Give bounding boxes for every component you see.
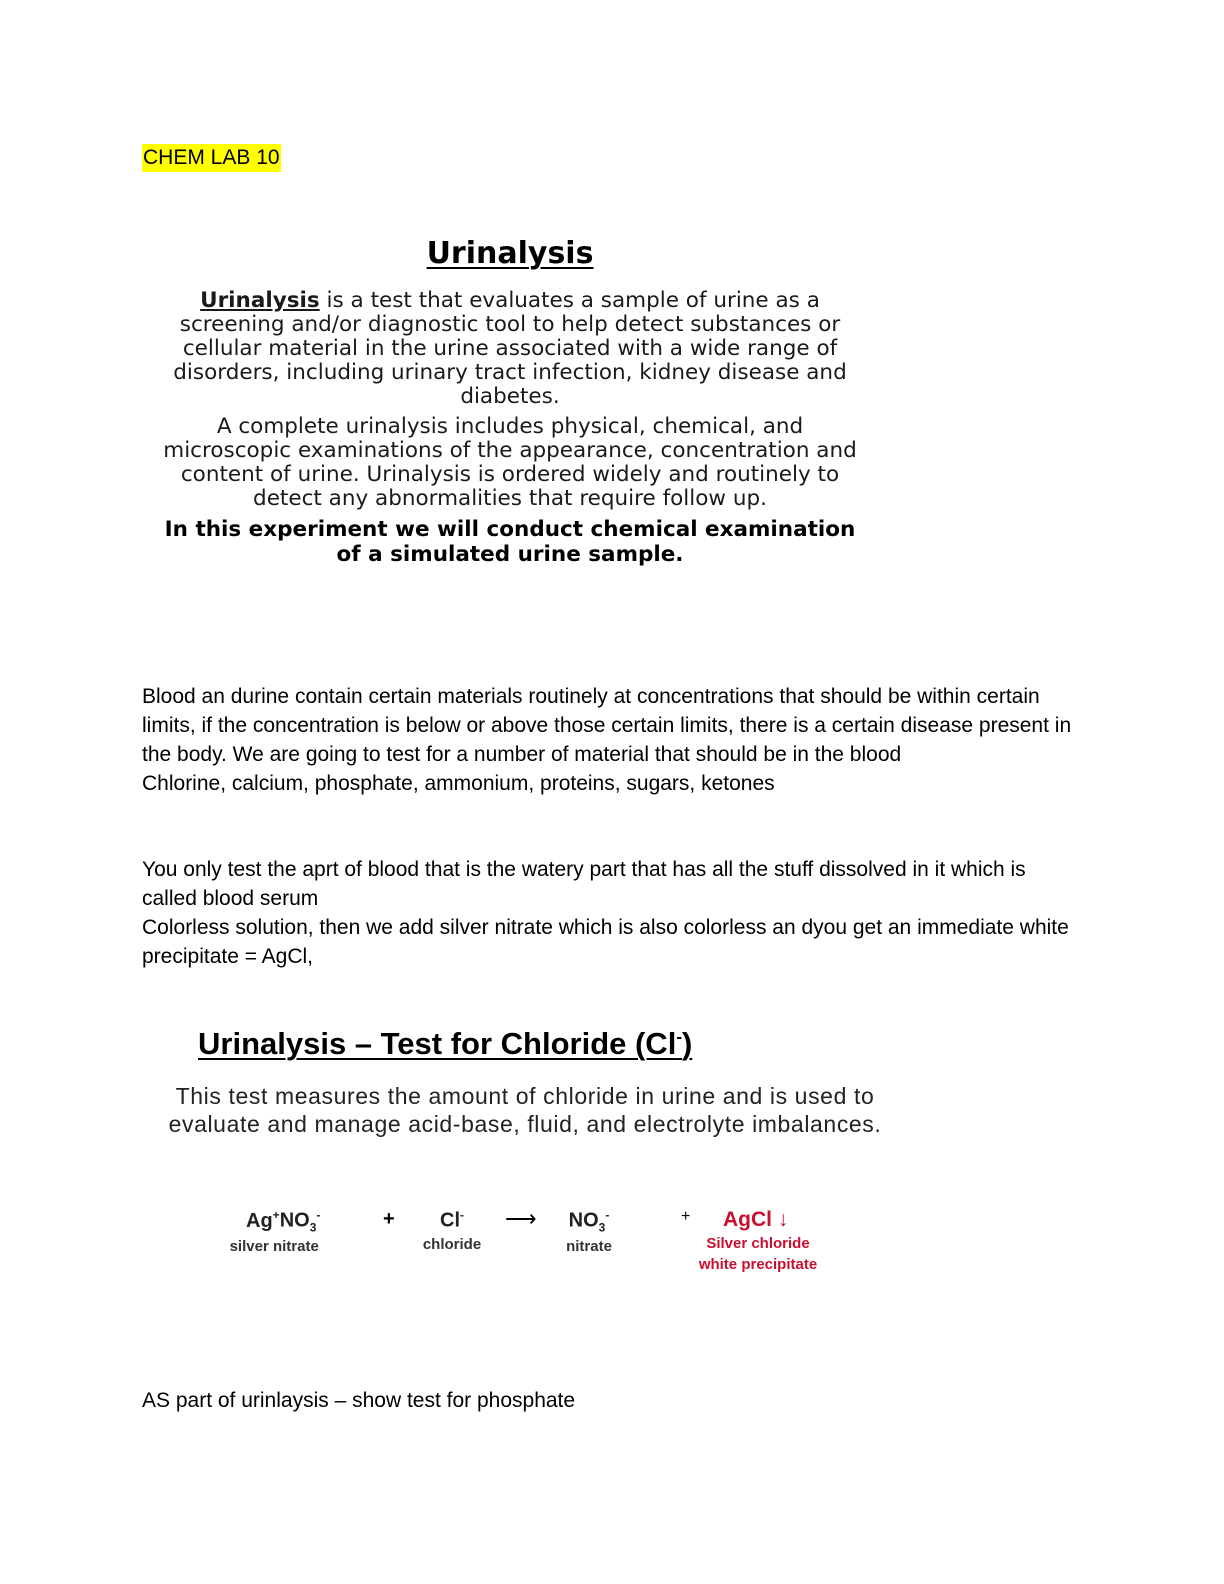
blood-serum-paragraph — [142, 855, 1072, 971]
chloride-slide-title: Urinalysis – Test for Chloride (Cl-) — [198, 1026, 693, 1061]
slide-complete-urinalysis: A complete urinalysis includes physical, chemical, and microscopic examinations of the appearance, concentration and content of urine. Urinalysis is ordered widely and routinely to detect any abnormalities that require follow up. — [163, 414, 857, 511]
precipitate-label: white precipitate — [698, 1256, 818, 1273]
lab-title-highlight: CHEM LAB 10 — [142, 144, 281, 172]
product-nitrate — [554, 1208, 624, 1255]
product-silver-chloride — [676, 1208, 840, 1273]
slide-experiment-note: In this experiment we will conduct chemical examination of a simulated urine sample. — [164, 517, 856, 567]
chloride-slide-body: This test measures the amount of chloride in urine and is used to evaluate and manage acid-base, fluid, and electrolyte imbalances. — [168, 1083, 882, 1137]
slide-definition-lead: Urinalysis — [200, 288, 320, 313]
paragraph-text: You only test the aprt of blood that is the watery part that has all the stuff dissolved in it which is called blood serum — [142, 858, 1026, 910]
slide-title: Urinalysis — [426, 236, 594, 271]
formula: AgCl ↓ — [723, 1208, 789, 1231]
reaction-arrow: ⟶ — [505, 1206, 537, 1231]
paragraph-text: Blood an durine contain certain materials routinely at concentrations that should be within certain limits, if the concentration is below or above those certain limits, there is a certain disease present in the body. We are going to test for a number of material that should be in the blood — [142, 685, 1072, 766]
blood-urine-paragraph — [142, 682, 1072, 798]
formula: $NO_3^-$ — [568, 1208, 610, 1235]
precipitate-text: Colorless solution, then we add silver nitrate which is also colorless an dyou get an immediate white precipitate = AgCl, — [142, 916, 1069, 968]
materials-list: Chlorine, calcium, phosphate, ammonium, proteins, sugars, ketones — [142, 772, 775, 795]
reactant-chloride — [412, 1208, 492, 1253]
plus-sign: + — [681, 1208, 691, 1225]
name-label: chloride — [422, 1235, 482, 1253]
name-label: silver nitrate — [229, 1237, 319, 1255]
urinalysis-slide-image — [160, 236, 860, 567]
plus-sign: + — [383, 1208, 395, 1230]
name-label: nitrate — [566, 1237, 612, 1255]
slide-definition — [160, 289, 860, 409]
phosphate-note: AS part of urinlaysis – show test for phosphate — [142, 1389, 576, 1412]
formula: Cl- — [440, 1208, 464, 1232]
reactant-silver-nitrate — [228, 1208, 320, 1255]
name-label: Silver chloride — [706, 1235, 810, 1252]
formula: $Ag^+NO_3^-$ — [246, 1208, 321, 1235]
slide-definition-text: is a test that evaluates a sample of urine as a screening and/or diagnostic tool to help detect substances or cellular material in the urine associated with a wide range of disorders, including urinary tract infection, kidney disease and diabetes. — [173, 288, 847, 409]
